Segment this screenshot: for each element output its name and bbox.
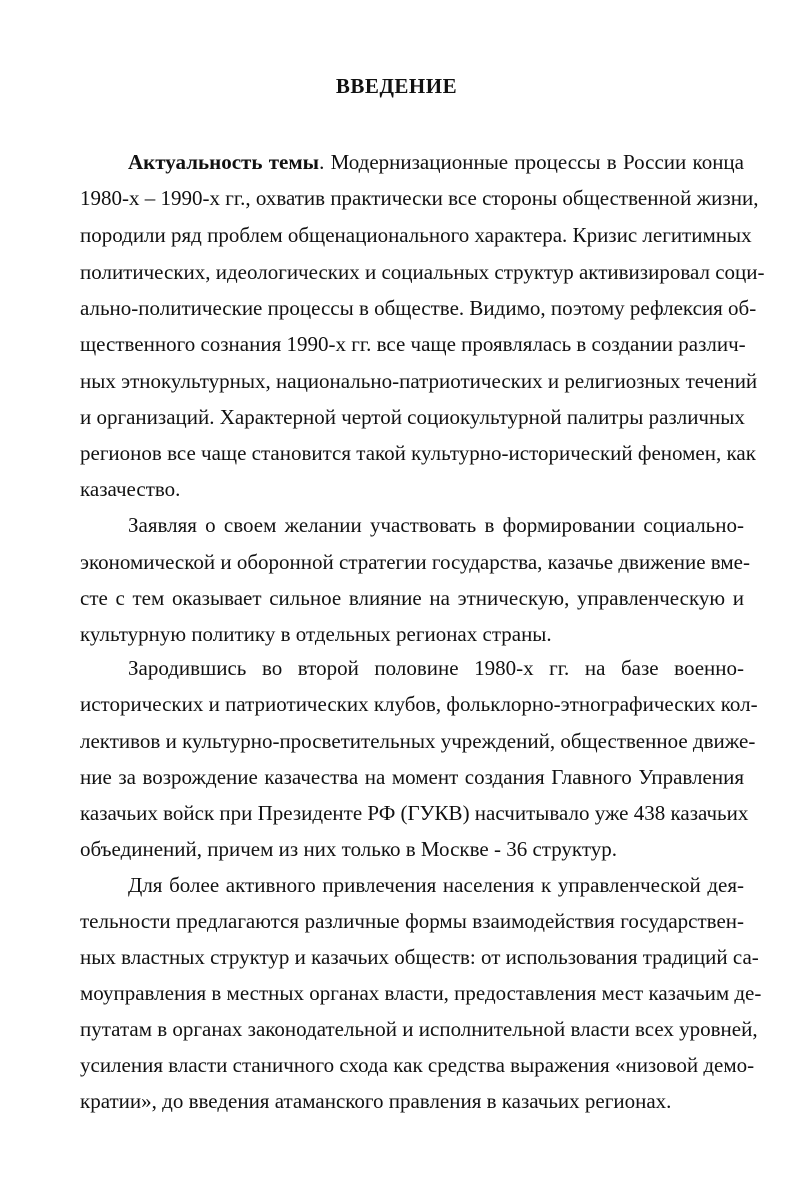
paragraph-line: казачьих войск при Президенте РФ (ГУКВ) насчитывало уже 438 казачьих [80,801,749,825]
relevance-heading: Актуальность темы [128,150,320,174]
paragraph-line: экономической и оборонной стратегии государства, казачье движение вме- [80,550,750,574]
paragraph-line: казачество. [80,477,181,501]
paragraph-line: ние за возрождение казачества на момент создания Главного Управления [80,765,744,789]
paragraph-line: ных этнокультурных, национально-патриотических и религиозных течений [80,369,758,393]
paragraph-line: породили ряд проблем общенационального характера. Кризис легитимных [80,223,752,247]
paragraph-line: ально-политические процессы в обществе. Видимо, поэтому рефлексия об- [80,296,757,320]
paragraph-line: политических, идеологических и социальных структур активизировал соци- [80,260,765,284]
paragraph-line: лективов и культурно-просветительных учреждений, общественное движе- [80,729,756,753]
paragraph-line: регионов все чаще становится такой культурно-исторический феномен, как [80,441,756,465]
paragraph-line: Зародившись во второй половине 1980-х гг. на базе военно- [128,656,744,680]
paragraph-line: Заявляя о своем желании участвовать в формировании социально- [128,513,744,537]
paragraph-line: Актуальность темы. Модернизационные процессы в России конца [128,150,744,174]
paragraph-line: объединений, причем из них только в Москве - 36 структур. [80,837,618,861]
paragraph-line: 1980-х – 1990-х гг., охватив практически все стороны общественной жизни, [80,186,759,210]
paragraph-line: моуправления в местных органах власти, предоставления мест казачьим де- [80,981,762,1005]
paragraph-line: культурную политику в отдельных регионах страны. [80,622,552,646]
paragraph-line: тельности предлагаются различные формы взаимодействия государствен- [80,909,744,933]
paragraph-line: и организаций. Характерной чертой социокультурной палитры различных [80,405,745,429]
paragraph-line: щественного сознания 1990-х гг. все чаще проявлялась в создании различ- [80,332,746,356]
paragraph-line: кратии», до введения атаманского правления в казачьих регионах. [80,1089,672,1113]
paragraph-line: путатам в органах законодательной и исполнительной власти всех уровней, [80,1017,758,1041]
paragraph-line: исторических и патриотических клубов, фольклорно-этнографических кол- [80,692,758,716]
paragraph-line: сте с тем оказывает сильное влияние на этническую, управленческую и [80,586,744,610]
page-title: ВВЕДЕНИЕ [335,74,458,98]
paragraph-line: усиления власти станичного схода как средства выражения «низовой демо- [80,1053,755,1077]
paragraph-line: ных властных структур и казачьих обществ: от использования традиций са- [80,945,759,969]
paragraph-line: Для более активного привлечения населения к управленческой дея- [128,873,744,897]
